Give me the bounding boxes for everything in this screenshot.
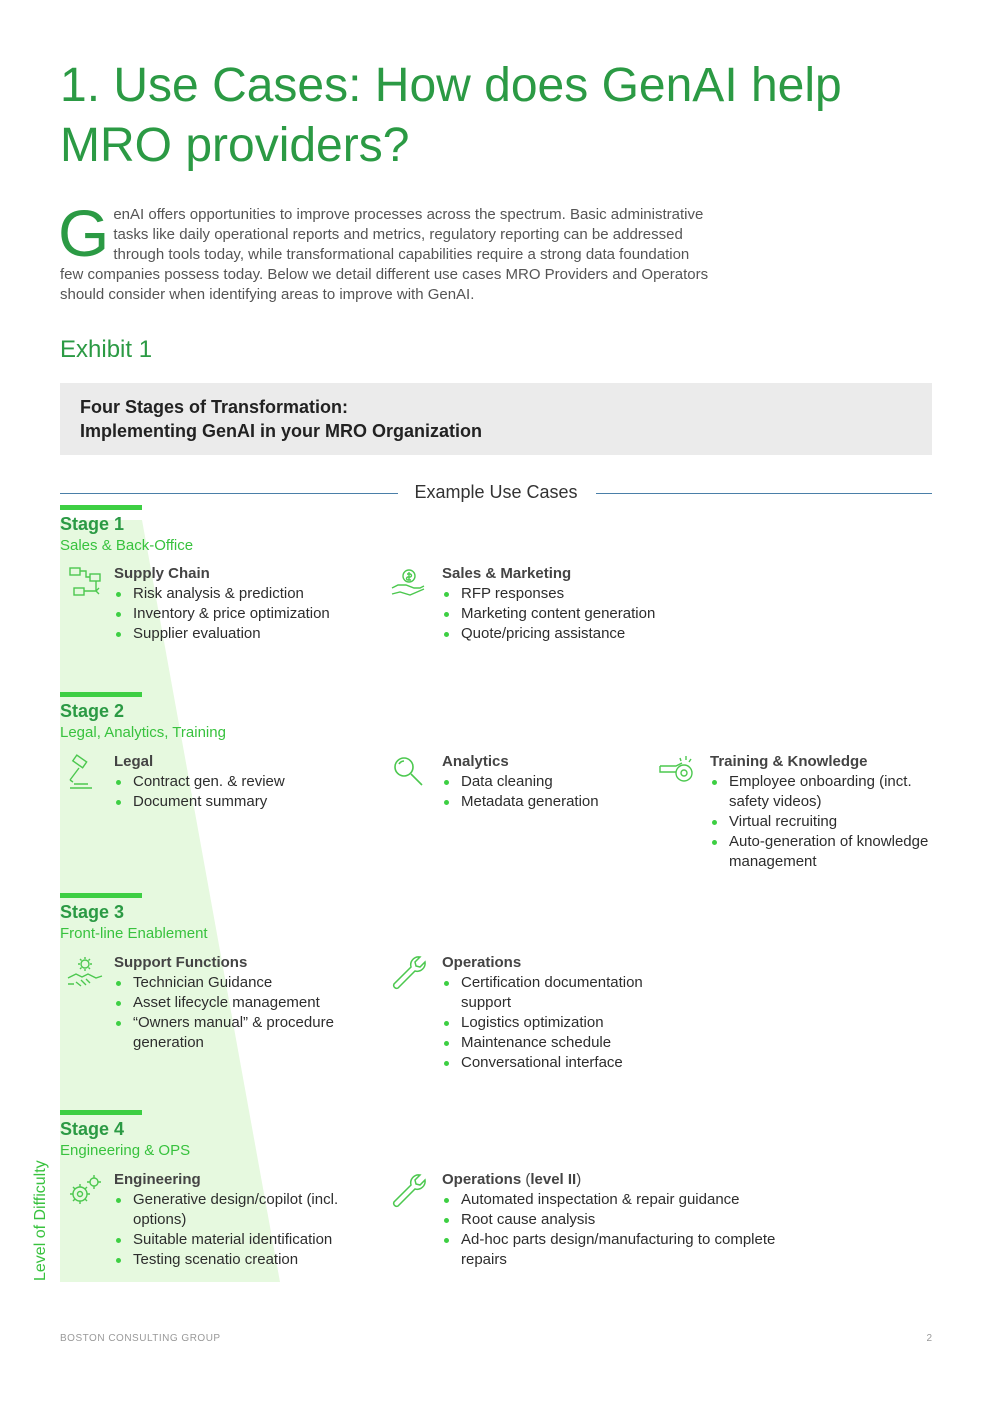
- list-item: Suitable material identification: [114, 1230, 374, 1250]
- group-title-paren-close: ): [576, 1171, 582, 1188]
- page-number: 2: [926, 1333, 932, 1344]
- group-title-level: level II: [530, 1171, 577, 1188]
- list-item: Marketing content generation: [442, 604, 742, 624]
- stage-4-title: Stage 4: [60, 1119, 125, 1139]
- section-rule-left: [60, 493, 398, 494]
- list-item: Logistics optimization: [442, 1013, 662, 1033]
- list-item: Risk analysis & prediction: [114, 584, 374, 604]
- group-title: Engineering: [114, 1171, 201, 1188]
- list-item: Conversational interface: [442, 1053, 662, 1073]
- footer-company: BOSTON CONSULTING GROUP: [60, 1333, 221, 1344]
- stage-3-title: Stage 3: [60, 902, 125, 922]
- list-item: Auto-generation of knowledge management: [710, 832, 930, 872]
- list-item: “Owners manual” & procedure generation: [114, 1013, 374, 1053]
- group-title: Supply Chain: [114, 565, 210, 582]
- list-item: Asset lifecycle management: [114, 993, 374, 1013]
- exhibit-label: Exhibit 1: [60, 336, 153, 363]
- group-title: [442, 1170, 782, 1190]
- section-rule-right: [596, 493, 932, 494]
- list-item: Metadata generation: [442, 792, 652, 812]
- stage-2-subtitle: Legal, Analytics, Training: [60, 724, 226, 741]
- section-label: Example Use Cases: [414, 482, 578, 502]
- group-analytics: [442, 752, 652, 812]
- page-title: 1. Use Cases: How does GenAI help MRO providers?: [60, 59, 842, 172]
- group-title-paren-open: (: [521, 1171, 531, 1188]
- list-item: Quote/pricing assistance: [442, 624, 742, 644]
- gavel-icon: [66, 754, 104, 792]
- group-operations-level-2: [442, 1170, 782, 1270]
- group-title: Legal: [114, 753, 154, 770]
- list-item: Employee onboarding (inct. safety videos): [710, 772, 930, 812]
- group-title: Sales & Marketing: [442, 565, 572, 582]
- stage-1-title: Stage 1: [60, 514, 125, 534]
- stage-3-bar: [60, 893, 142, 898]
- group-operations: [442, 953, 662, 1073]
- magnifier-icon: [390, 754, 428, 792]
- wrench-icon: [390, 954, 428, 992]
- drop-cap: G: [58, 196, 110, 270]
- group-sales-marketing: [442, 564, 742, 644]
- list-item: Maintenance schedule: [442, 1033, 662, 1053]
- stage-1-subtitle: Sales & Back-Office: [60, 537, 194, 554]
- stage-1-bar: [60, 505, 142, 510]
- stage-3-subtitle: Front-line Enablement: [60, 925, 208, 942]
- list-item: Contract gen. & review: [114, 772, 374, 792]
- list-item: Technician Guidance: [114, 973, 374, 993]
- list-item: Virtual recruiting: [710, 812, 930, 832]
- stage-4-subtitle: Engineering & OPS: [60, 1142, 191, 1159]
- wrench-icon: [390, 1172, 428, 1210]
- list-item: Supplier evaluation: [114, 624, 374, 644]
- gears-icon: [66, 1172, 104, 1210]
- list-item: Document summary: [114, 792, 374, 812]
- banner-line-1: Four Stages of Transformation:: [80, 397, 349, 417]
- list-item: Inventory & price optimization: [114, 604, 374, 624]
- list-item: Testing scenatio creation: [114, 1250, 374, 1270]
- whistle-icon: [658, 754, 696, 792]
- group-title-main: Operations: [442, 1171, 522, 1188]
- list-item: Ad-hoc parts design/manufacturing to complete repairs: [442, 1230, 782, 1270]
- money-hand-icon: [390, 564, 428, 602]
- list-item: Data cleaning: [442, 772, 652, 792]
- list-item: Certification documentation support: [442, 973, 662, 1013]
- group-legal: [114, 752, 374, 812]
- handshake-gear-icon: [66, 954, 104, 992]
- list-item: RFP responses: [442, 584, 742, 604]
- group-title: Support Functions: [114, 954, 248, 971]
- stage-4-bar: [60, 1110, 142, 1115]
- stage-2-bar: [60, 692, 142, 697]
- supply-chain-icon: [68, 564, 106, 602]
- group-training-knowledge: [710, 752, 930, 872]
- exhibit-banner: [60, 383, 932, 455]
- intro-paragraph: [58, 196, 710, 305]
- list-item: Root cause analysis: [442, 1210, 782, 1230]
- group-title: Training & Knowledge: [710, 753, 868, 770]
- list-item: Automated inspectation & repair guidance: [442, 1190, 782, 1210]
- banner-line-2: Implementing GenAI in your MRO Organization: [80, 421, 483, 441]
- list-item: Generative design/copilot (incl. options): [114, 1190, 374, 1230]
- level-of-difficulty-label: Level of Difficulty: [32, 1160, 49, 1281]
- stage-2-title: Stage 2: [60, 701, 125, 721]
- group-support-functions: [114, 953, 374, 1053]
- group-title: Operations: [442, 954, 522, 971]
- group-engineering: [114, 1170, 374, 1270]
- intro-text: enAI offers opportunities to improve processes across the spectrum. Basic administrative tasks like daily operational reports and metrics, regulatory reporting can be addressed through tools today, while transformational capabilities require a strong data foundation few companies possess today. Below we detail different use cases MRO Providers and Operators should consider when identifying areas to improve with GenAI.: [60, 206, 709, 303]
- group-title: Analytics: [442, 753, 509, 770]
- group-supply-chain: [114, 564, 374, 644]
